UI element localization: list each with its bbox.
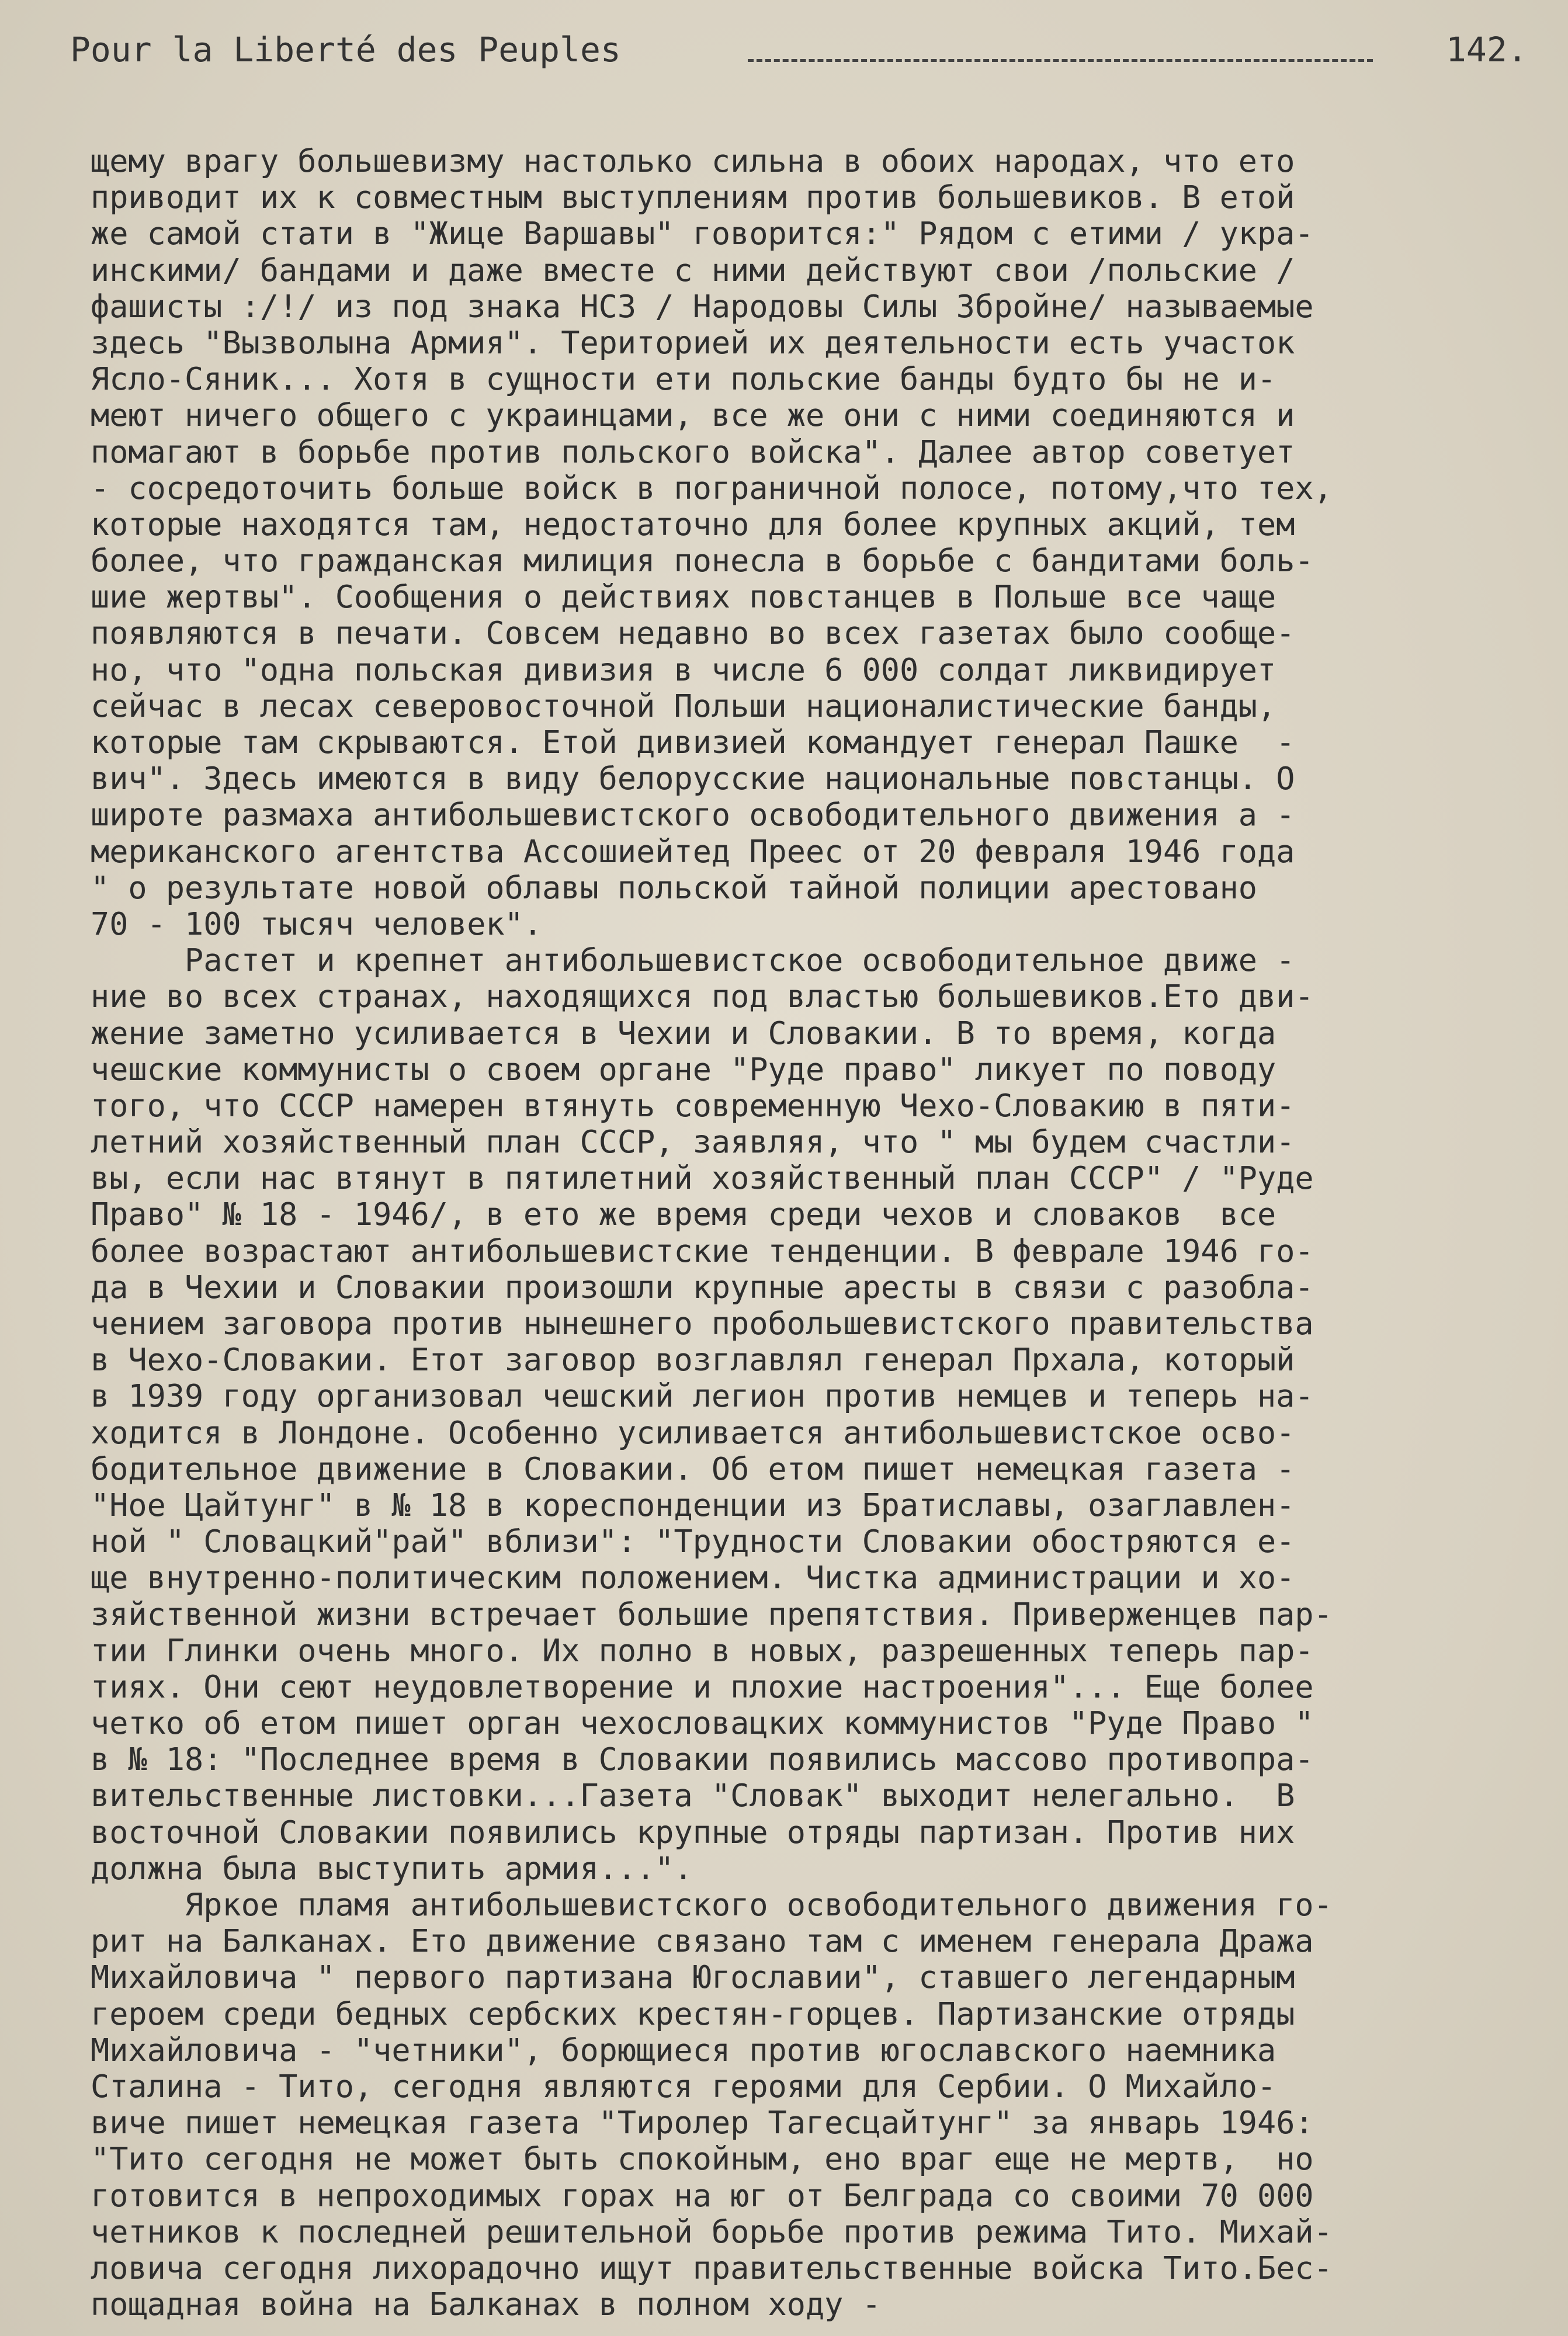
page-number: 142.: [1446, 30, 1528, 70]
text-line: приводит их к совместным выступлениям против большевиков. В етой: [91, 179, 1295, 216]
text-line: меют ничего общего с украинцами, все же они с ними соединяются и: [91, 397, 1295, 434]
text-line: инскими/ бандами и даже вместе с ними действуют свои /польские /: [91, 251, 1295, 289]
text-line: помагают в борьбе против польского войска". Далее автор советует: [91, 433, 1295, 470]
text-line: ной " Словацкий"рай" вблизи": "Трудности Словакии обостряются е-: [91, 1523, 1295, 1560]
text-line: Яркое пламя антибольшевистского освободительного движения го-: [91, 1886, 1333, 1923]
text-line: рит на Балканах. Ето движение связано там с именем генерала Дража: [91, 1922, 1314, 1960]
text-line: виче пишет немецкая газета "Тиролер Тагесцайтунг" за январь 1946:: [91, 2104, 1314, 2141]
text-line: зяйственной жизни встречает большие препятствия. Приверженцев пар-: [91, 1595, 1333, 1633]
text-line: должна была выступить армия...".: [91, 1849, 693, 1887]
text-line: широте размаха антибольшевистского освободительного движения а -: [91, 796, 1295, 834]
text-line: "Ное Цайтунг" в № 18 в кореспонденции из Братиславы, озаглавлен-: [91, 1486, 1295, 1523]
text-line: готовится в непроходимых горах на юг от Белграда со своими 70 000: [91, 2177, 1314, 2214]
text-line: здесь "Вызволына Армия". Територией их деятельности есть участок: [91, 324, 1295, 361]
text-line: более, что гражданская милиция понесла в борьбе с бандитами боль-: [91, 542, 1314, 579]
text-line: чешские коммунисты о своем органе "Руде право" ликует по поводу: [91, 1050, 1276, 1088]
text-line: героем среди бедных сербских крестян-горцев. Партизанские отряды: [91, 1995, 1295, 2032]
text-line: Михайловича " первого партизана Югославии", ставшего легендарным: [91, 1959, 1295, 1996]
text-line: в 1939 году организовал чешский легион против немцев и теперь на-: [91, 1377, 1314, 1415]
text-line: Право" № 18 - 1946/, в ето же время среди чехов и словаков все: [91, 1196, 1276, 1233]
text-line: восточной Словакии появились крупные отряды партизан. Против них: [91, 1813, 1295, 1851]
text-line: фашисты :/!/ из под знака НСЗ / Народовы Силы Збройне/ называемые: [91, 287, 1314, 325]
page-header: [70, 26, 1528, 73]
text-line: вы, если нас втянут в пятилетний хозяйственный план СССР" / "Руде: [91, 1160, 1314, 1197]
text-line: ловича сегодня лихорадочно ищут правительственные войска Тито.Бес-: [91, 2249, 1333, 2286]
text-line: Растет и крепнет антибольшевистское освободительное движе -: [91, 942, 1295, 979]
text-line: в Чехо-Словакии. Етот заговор возглавлял генерал Прхала, который: [91, 1341, 1295, 1379]
text-line: ние во всех странах, находящихся под властью большевиков.Ето дви-: [91, 978, 1314, 1015]
document-body: [91, 143, 1493, 2323]
text-line: которые там скрываются. Етой дивизией командует генерал Пашке -: [91, 724, 1295, 761]
text-line: мериканского агентства Ассошиейтед Преес от 20 февраля 1946 года: [91, 832, 1295, 870]
text-line: пощадная война на Балканах в полном ходу -: [91, 2286, 881, 2323]
text-line: Михайловича - "четники", борющиеся против югославского наемника: [91, 2031, 1276, 2068]
text-line: чением заговора против нынешнего пробольшевистского правительства: [91, 1305, 1314, 1342]
text-line: в № 18: "Последнее время в Словакии появились массово противопра-: [91, 1741, 1314, 1778]
header-rule: [748, 59, 1373, 62]
header-title: Pour la Liberté des Peuples: [70, 30, 621, 70]
text-line: четников к последней решительной борьбе против режима Тито. Михай-: [91, 2213, 1333, 2250]
text-line: же самой стати в "Жице Варшавы" говорится:" Рядом с етими / укра-: [91, 215, 1314, 252]
text-line: ще внутренно-политическим положением. Чистка администрации и хо-: [91, 1559, 1295, 1596]
text-line: Ясло-Сяник... Хотя в сущности ети польские банды будто бы не и-: [91, 360, 1276, 398]
text-line: - сосредоточить больше войск в пограничной полосе, потому,что тех,: [91, 469, 1333, 506]
text-line: появляются в печати. Совсем недавно во всех газетах было сообще-: [91, 615, 1295, 652]
text-line: более возрастают антибольшевистские тенденции. В феврале 1946 го-: [91, 1232, 1314, 1269]
text-line: тии Глинки очень много. Их полно в новых, разрешенных теперь пар-: [91, 1632, 1314, 1669]
text-line: летний хозяйственный план СССР, заявляя, что " мы будем счастли-: [91, 1123, 1295, 1161]
text-line: которые находятся там, недостаточно для более крупных акций, тем: [91, 505, 1295, 543]
text-line: жение заметно усиливается в Чехии и Словакии. В то время, когда: [91, 1014, 1276, 1051]
text-line: бодительное движение в Словакии. Об етом пишет немецкая газета -: [91, 1450, 1295, 1487]
text-line: 70 - 100 тысяч человек".: [91, 905, 543, 942]
text-line: вич". Здесь имеются в виду белорусские национальные повстанцы. О: [91, 760, 1295, 797]
text-line: вительственные листовки...Газета "Словак" выходит нелегально. В: [91, 1777, 1295, 1814]
text-line: Сталина - Тито, сегодня являются героями для Сербии. О Михайло-: [91, 2067, 1276, 2105]
text-line: того, что СССР намерен втянуть современную Чехо-Словакию в пяти-: [91, 1087, 1295, 1124]
text-line: ходится в Лондоне. Особенно усиливается антибольшевистское осво-: [91, 1414, 1295, 1451]
text-line: тиях. Они сеют неудовлетворение и плохие настроения"... Еще более: [91, 1668, 1314, 1705]
text-line: " о результате новой облавы польской тайной полиции арестовано: [91, 869, 1258, 906]
text-line: но, что "одна польская дивизия в числе 6 000 солдат ликвидирует: [91, 651, 1276, 688]
text-line: щему врагу большевизму настолько сильна в обоих народах, что ето: [91, 143, 1295, 179]
text-line: четко об етом пишет орган чехословацких коммунистов "Руде Право ": [91, 1705, 1314, 1742]
text-line: да в Чехии и Словакии произошли крупные аресты в связи с разобла-: [91, 1268, 1314, 1306]
text-line: сейчас в лесах северовосточной Польши националистические банды,: [91, 687, 1276, 724]
text-line: шие жертвы". Сообщения о действиях повстанцев в Польше все чаще: [91, 578, 1276, 616]
text-line: "Тито сегодня не может быть спокойным, ено враг еще не мертв, но: [91, 2140, 1314, 2178]
